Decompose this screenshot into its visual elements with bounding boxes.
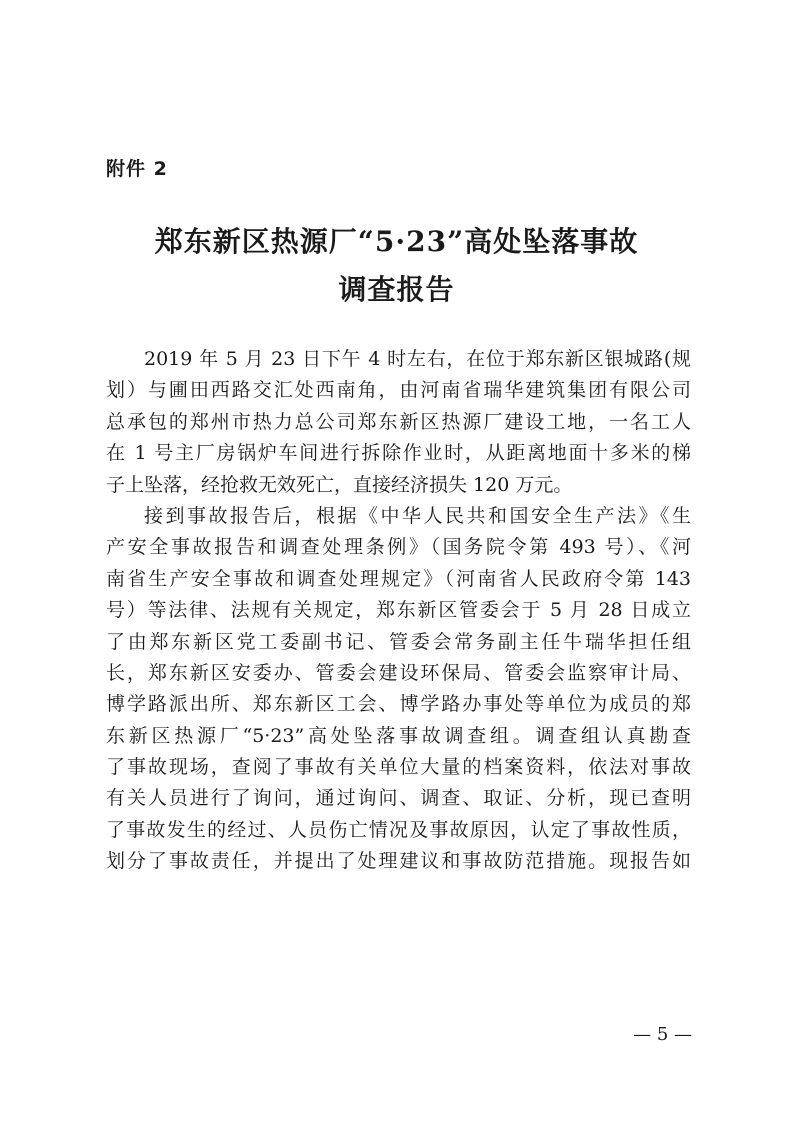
text-line: 划）与圃田西路交汇处西南角，由河南省瑞华建筑集团有限公司 (106, 379, 691, 402)
paragraph-2 (106, 501, 691, 878)
text-line: 划分了事故责任，并提出了处理建议和事故防范措施。现报告如 (106, 850, 691, 873)
text-line: 产安全事故报告和调查处理条例》（国务院令第 493 号）、《河 (106, 536, 691, 559)
text-line: 子上坠落，经抢救无效死亡，直接经济损失 120 万元。 (106, 473, 573, 496)
page-number: — 5 — (633, 1024, 692, 1045)
text-line: 2019 年 5 月 23 日下午 4 时左右，在位于郑东新区银城路(规 (144, 348, 691, 370)
text-line: 了事故现场，查阅了事故有关单位大量的档案资料，依法对事故 (106, 756, 691, 779)
text-line: 了事故发生的经过、人员伤亡情况及事故原因，认定了事故性质， (106, 818, 691, 841)
text-line: 接到事故报告后，根据《中华人民共和国安全生产法》《生 (144, 504, 691, 527)
text-line: 总承包的郑州市热力总公司郑东新区热源厂建设工地，一名工人 (106, 410, 691, 433)
text-line: 东新区热源厂“5·23”高处坠落事故调查组。调查组认真勘查 (106, 724, 691, 747)
document-title-line-2: 调查报告 (338, 273, 455, 306)
text-line: 博学路派出所、郑东新区工会、博学路办事处等单位为成员的郑 (106, 693, 691, 716)
document-body (106, 344, 691, 878)
text-line: 有关人员进行了询问，通过询问、调查、取证、分析，现已查明 (106, 787, 691, 810)
document-title-line-1: 郑东新区热源厂“5·23”高处坠落事故 (154, 225, 639, 258)
text-line: 在 1 号主厂房锅炉车间进行拆除作业时，从距离地面十多米的梯 (106, 442, 691, 465)
text-line: 号）等法律、法规有关规定，郑东新区管委会于 5 月 28 日成立 (106, 599, 691, 622)
text-line: 长，郑东新区安委办、管委会建设环保局、管委会监察审计局、 (106, 661, 691, 684)
attachment-label: 附件 2 (106, 158, 168, 180)
text-line: 南省生产安全事故和调查处理规定》（河南省人民政府令第 143 (106, 567, 691, 590)
paragraph-1 (106, 344, 691, 501)
text-line: 了由郑东新区党工委副书记、管委会常务副主任牛瑞华担任组 (106, 630, 691, 653)
